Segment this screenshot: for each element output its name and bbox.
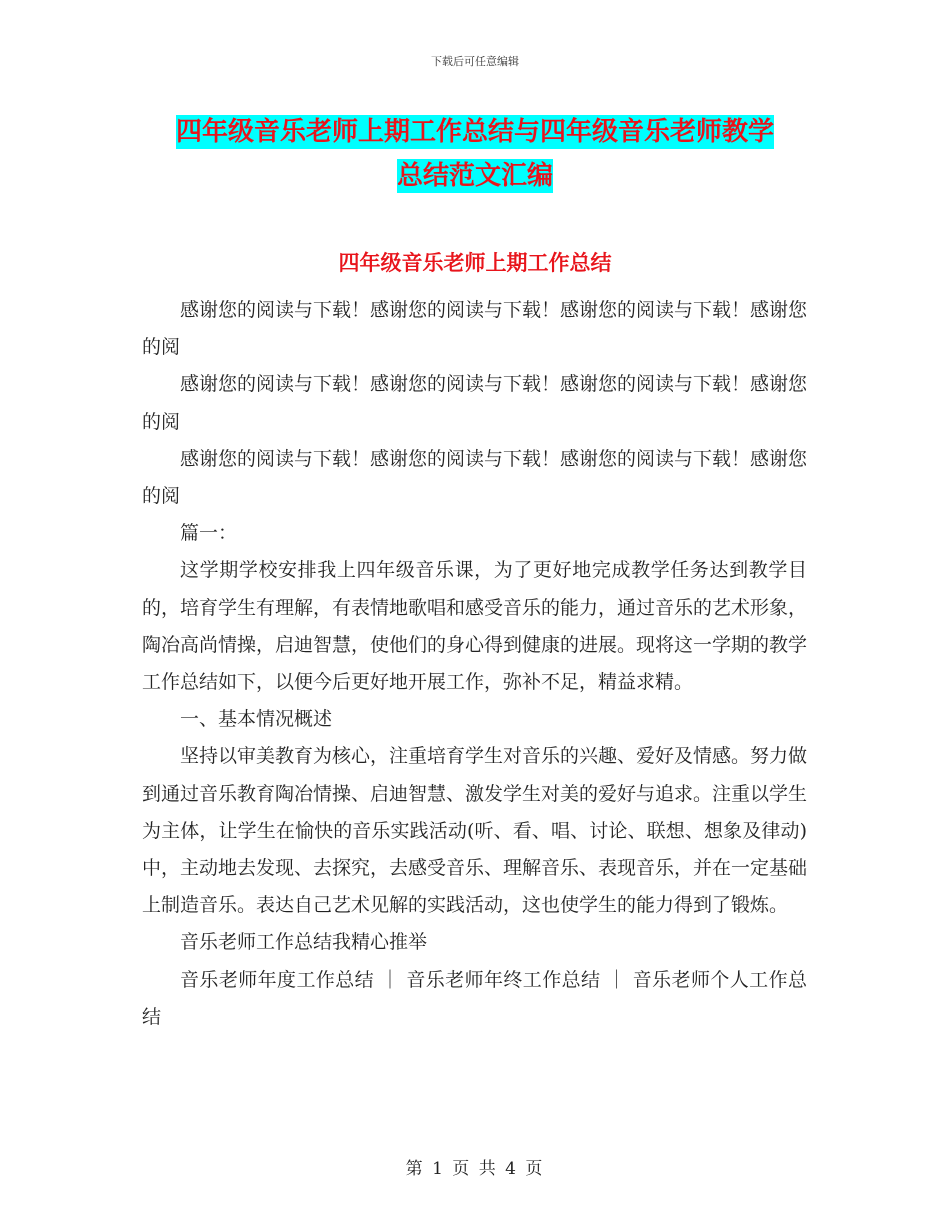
page-number-footer: 第 1 页 共 4 页 [405,1159,545,1179]
paragraph-heading-overview: 一、基本情况概述 [180,708,333,731]
header-note: 下载后可任意编辑 [431,55,519,68]
main-title [0,110,950,198]
body-text [142,292,807,1036]
paragraph-intro: 这学期学校安排我上四年级音乐课，为了更好地完成教学任务达到教学目的，培育学生有理解，有表情地歌唱和感受音乐的能力，通过音乐的艺术形象，陶冶高尚情操，启迪智慧，使他们的身心得到健康的进展。现将这一学期的教学工作总结如下，以便今后更好地开展工作，弥补不足，精益求精。 [142,559,808,694]
section-title: 四年级音乐老师上期工作总结 [338,251,612,275]
paragraph-recommend-links: 音乐老师年度工作总结 ｜ 音乐老师年终工作总结 ｜ 音乐老师个人工作总结 [142,968,807,1028]
paragraph-thanks-2: 感谢您的阅读与下载！感谢您的阅读与下载！感谢您的阅读与下载！感谢您的阅 [142,373,808,433]
main-title-line-2: 总结范文汇编 [396,161,553,191]
paragraph-recommend-heading: 音乐老师工作总结我精心推举 [180,931,428,954]
paragraph-thanks-3: 感谢您的阅读与下载！感谢您的阅读与下载！感谢您的阅读与下载！感谢您的阅 [142,447,808,508]
paragraph-overview: 坚持以审美教育为核心，注重培育学生对音乐的兴趣、爱好及情感。努力做到通过音乐教育陶冶情操、启迪智慧、激发学生对美的爱好与追求。注重以学生为主体，让学生在愉快的音乐实践活动(听、看、唱、讨论、联想、想象及律动)中，主动地去发现、去探究，去感受音乐、理解音乐、表现音乐，并在一定基础上制造音乐。表达自己艺术见解的实践活动，这也使学生的能力得到了锻炼。 [142,745,808,917]
paragraph-thanks-1: 感谢您的阅读与下载！感谢您的阅读与下载！感谢您的阅读与下载！感谢您的阅 [142,299,808,359]
main-title-line-1: 四年级音乐老师上期工作总结与四年级音乐老师教学 [175,117,774,147]
paragraph-chapter-label: 篇一： [180,522,238,545]
